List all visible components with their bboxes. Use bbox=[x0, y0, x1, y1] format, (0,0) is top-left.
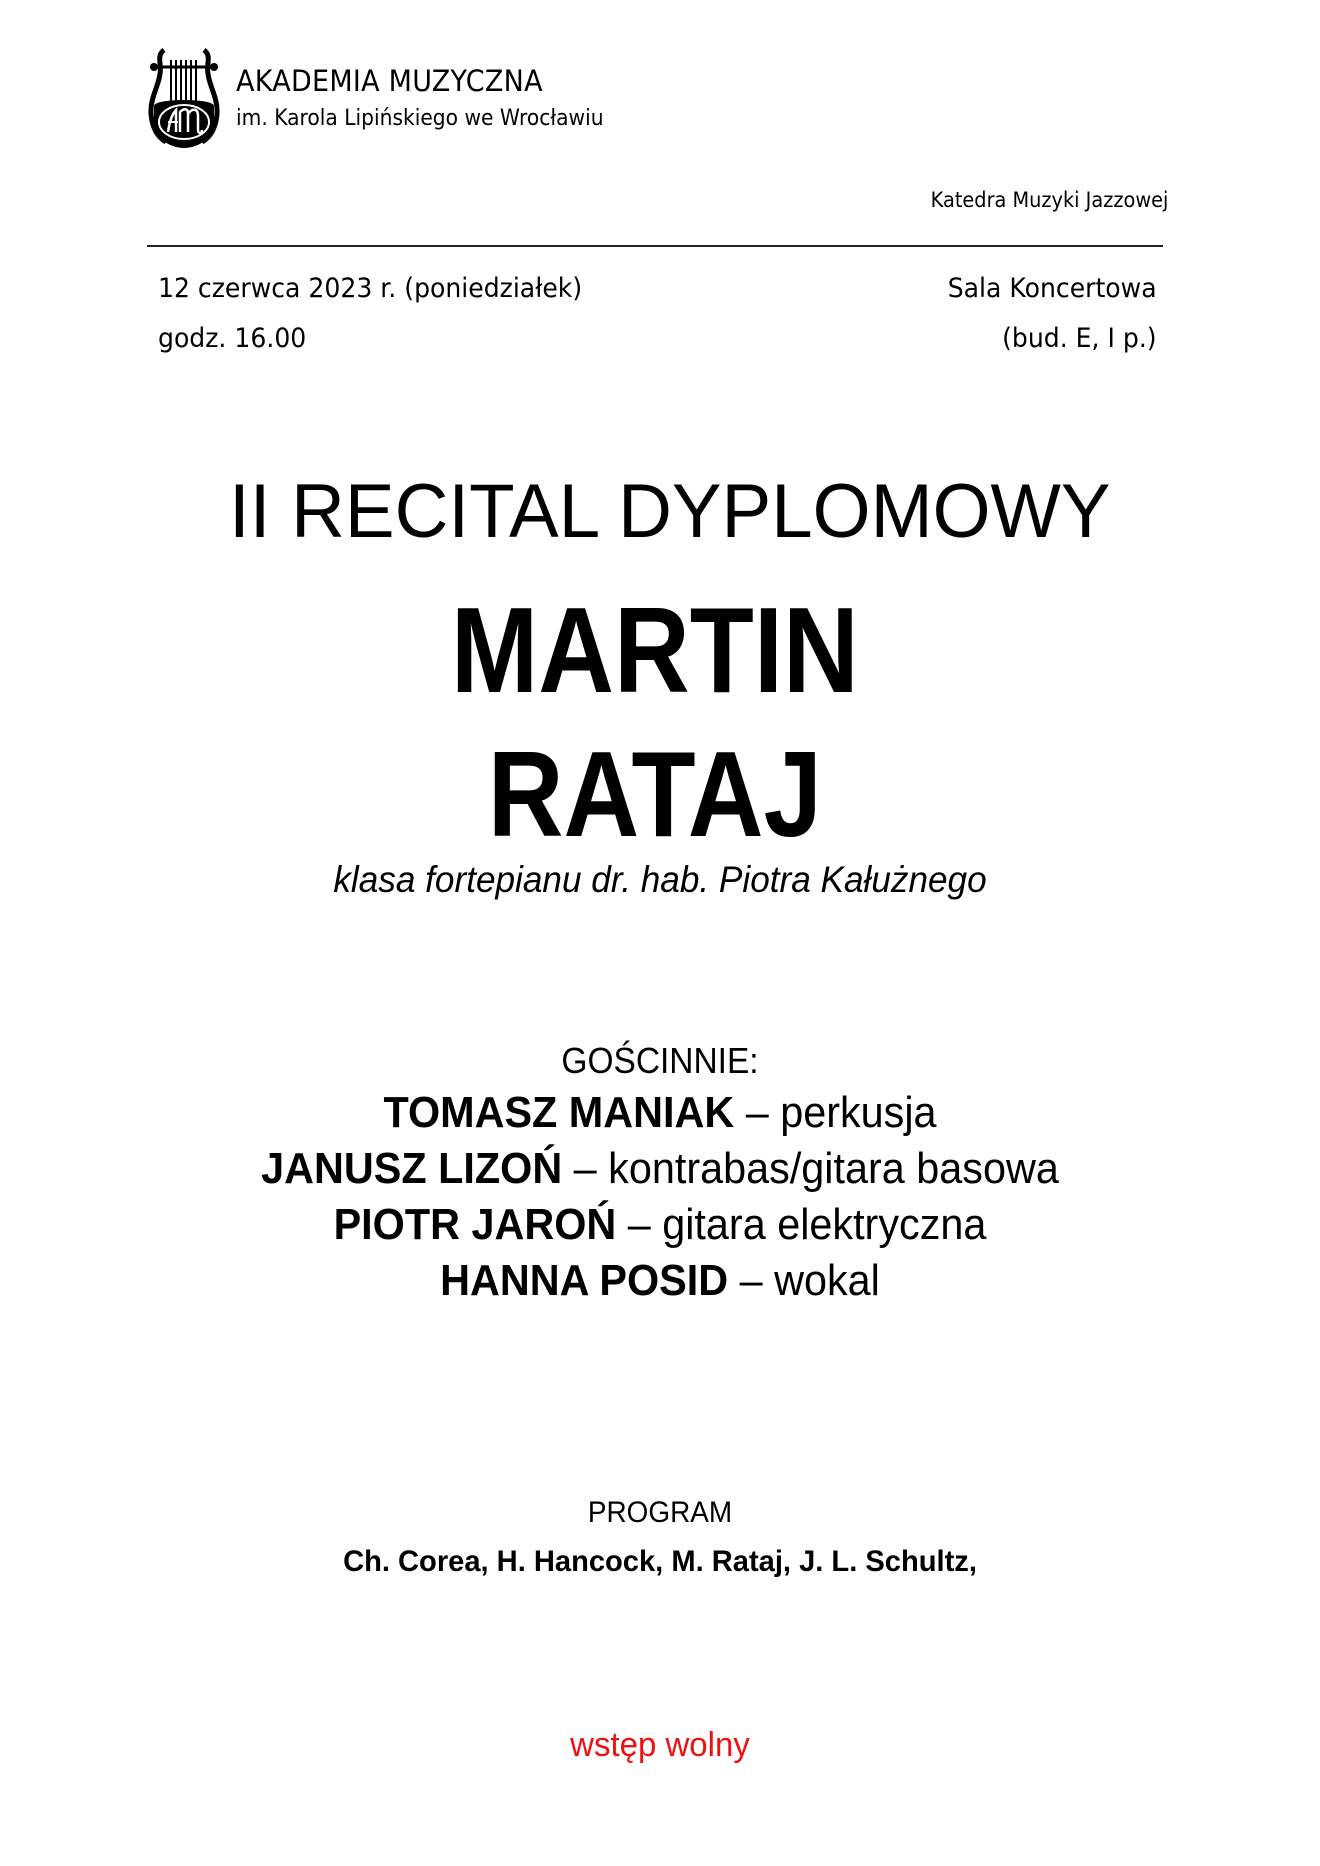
guest-role: – perkusja bbox=[734, 1088, 937, 1137]
guest-role: – kontrabas/gitara basowa bbox=[562, 1144, 1059, 1193]
department-name: Katedra Muzyki Jazzowej bbox=[930, 188, 1168, 212]
guest-name: HANNA POSID bbox=[440, 1256, 729, 1305]
guest-name: TOMASZ MANIAK bbox=[383, 1088, 735, 1137]
event-date: 12 czerwca 2023 r. (poniedziałek) bbox=[158, 273, 583, 304]
event-venue bbox=[948, 264, 1157, 364]
institution-name: AKADEMIA MUZYCZNA bbox=[236, 64, 543, 98]
performer-last-name: RATAJ bbox=[487, 726, 822, 862]
event-type-heading: II RECITAL DYPLOMOWY bbox=[229, 469, 1111, 554]
venue-name: Sala Koncertowa bbox=[948, 273, 1157, 304]
admission-note: wstęp wolny bbox=[570, 1726, 750, 1764]
program-heading: PROGRAM bbox=[587, 1496, 733, 1529]
guest-item bbox=[40, 1256, 1281, 1306]
guest-role: – wokal bbox=[728, 1256, 880, 1305]
venue-detail: (bud. E, I p.) bbox=[1002, 323, 1157, 354]
teacher-line: klasa fortepianu dr. hab. Piotra Kałużnego bbox=[333, 859, 987, 900]
header-divider bbox=[147, 245, 1163, 247]
guest-name: PIOTR JAROŃ bbox=[333, 1200, 617, 1249]
guest-role: – gitara elektryczna bbox=[616, 1200, 987, 1249]
guest-item bbox=[40, 1088, 1281, 1138]
event-time: godz. 16.00 bbox=[158, 323, 307, 354]
guest-name: JANUSZ LIZOŃ bbox=[261, 1144, 563, 1193]
guest-item bbox=[40, 1200, 1281, 1250]
program-composers: Ch. Corea, H. Hancock, M. Rataj, J. L. Schultz, bbox=[343, 1545, 977, 1578]
guest-item bbox=[40, 1144, 1281, 1194]
guests-heading: GOŚCINNIE: bbox=[561, 1040, 759, 1081]
lyre-logo-icon bbox=[148, 48, 220, 150]
institution-subtitle: im. Karola Lipińskiego we Wrocławiu bbox=[236, 106, 604, 131]
performer-first-name: MARTIN bbox=[450, 582, 859, 718]
event-datetime bbox=[158, 264, 582, 364]
